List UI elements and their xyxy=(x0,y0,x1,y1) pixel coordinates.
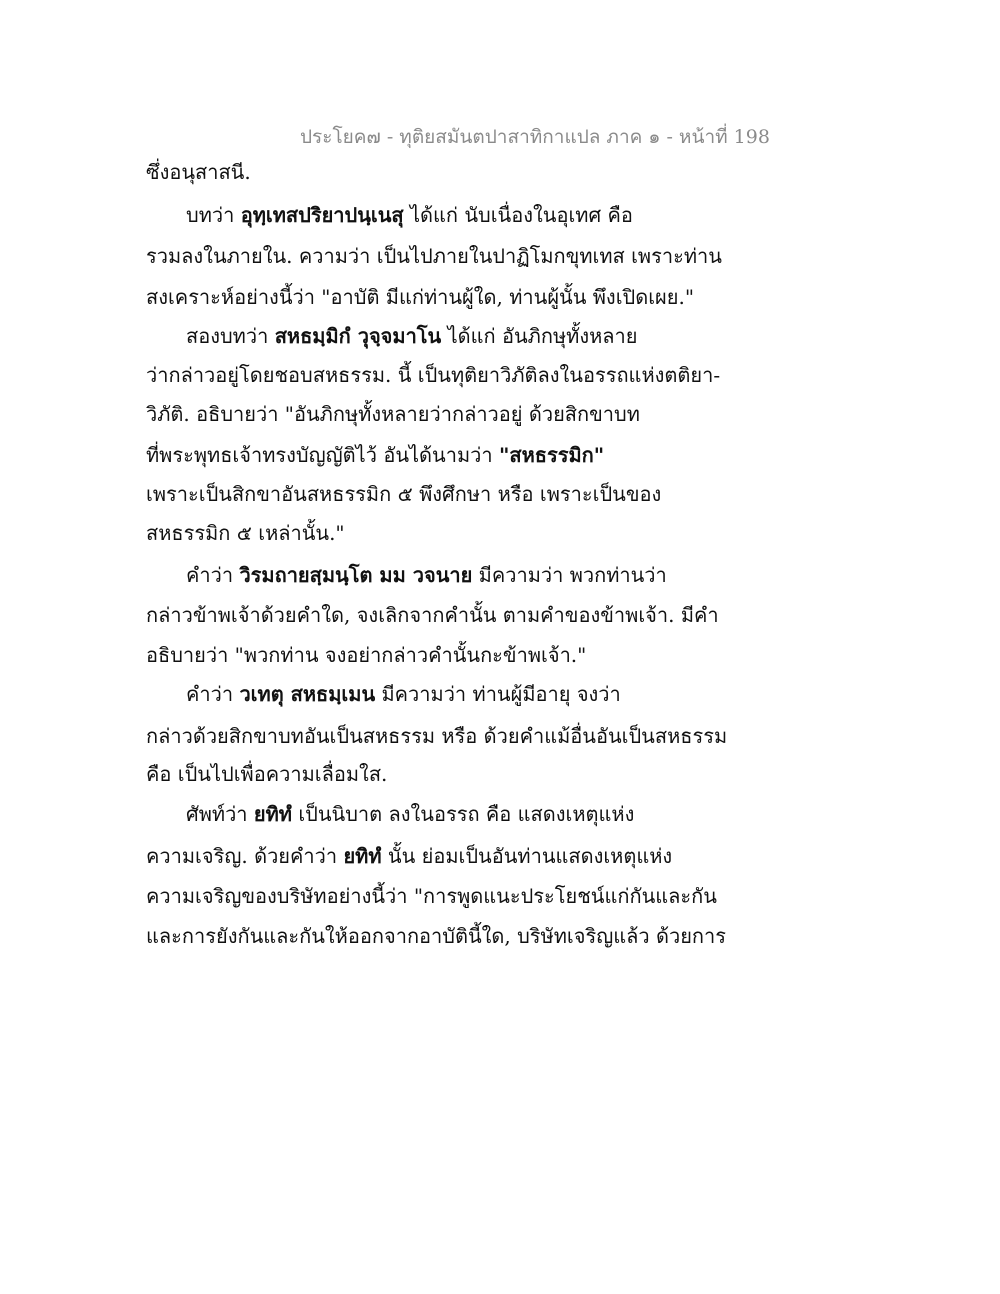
text-run: ได้แก่ นับเนื่องในอุเทศ คือ xyxy=(403,203,633,227)
pali-term: อุทฺเทสปริยาปนฺเนสุ xyxy=(240,203,404,227)
text-run: ศัพท์ว่า xyxy=(186,802,254,826)
text-line-19: ความเจริญของบริษัทอย่างนี้ว่า "การพูดแนะประโยชน์แก่กันและกัน xyxy=(146,884,717,908)
text-line-16: คือ เป็นไปเพื่อความเลื่อมใส. xyxy=(146,762,388,786)
text-run: บทว่า xyxy=(186,203,241,227)
text-line-13: อธิบายว่า "พวกท่าน จงอย่ากล่าวคำนั้นกะข้าพเจ้า." xyxy=(146,643,587,667)
pali-term: ยทิทํ xyxy=(253,802,292,826)
text-line-18 xyxy=(146,842,672,870)
pali-term: วเทตุ สหธมฺเมน xyxy=(239,682,376,706)
text-line-8 xyxy=(146,441,604,469)
text-run: มีความว่า พวกท่านว่า xyxy=(472,563,667,587)
text-line-12: กล่าวข้าพเจ้าด้วยคำใด, จงเลิกจากคำนั้น ตามคำของข้าพเจ้า. มีคำ xyxy=(146,603,719,627)
text-line-11 xyxy=(186,561,667,589)
text-line-4: สงเคราะห์อย่างนี้ว่า "อาบัติ มีแก่ท่านผู้ใด, ท่านผู้นั้น พึงเปิดเผย." xyxy=(146,285,695,309)
pali-term: สหธมฺมิกํ วุจฺจมาโน xyxy=(274,324,442,348)
text-line-20: และการยังกันและกันให้ออกจากอาบัตินี้ใด, บริษัทเจริญแล้ว ด้วยการ xyxy=(146,924,727,948)
text-line-5 xyxy=(186,322,638,350)
text-line-1: ซึ่งอนุสาสนี. xyxy=(146,160,251,184)
text-line-17 xyxy=(186,800,634,828)
pali-term: วิรมถายสฺมนฺโต มม วจนาย xyxy=(239,563,473,587)
text-run: คำว่า xyxy=(186,682,240,706)
text-run: สองบทว่า xyxy=(186,324,275,348)
text-run: นั้น ย่อมเป็นอันท่านแสดงเหตุแห่ง xyxy=(381,844,673,868)
text-line-15: กล่าวด้วยสิกขาบทอันเป็นสหธรรม หรือ ด้วยคำแม้อื่นอันเป็นสหธรรม xyxy=(146,724,728,748)
text-run: ได้แก่ อันภิกษุทั้งหลาย xyxy=(441,324,638,348)
pali-term: "สหธรรมิก" xyxy=(498,443,605,467)
text-run: คำว่า xyxy=(186,563,240,587)
text-line-9: เพราะเป็นสิกขาอันสหธรรมิก ๕ พึงศึกษา หรือ เพราะเป็นของ xyxy=(146,482,662,506)
pali-term: ยทิทํ xyxy=(343,844,382,868)
text-run: เป็นนิบาต ลงในอรรถ คือ แสดงเหตุแห่ง xyxy=(291,802,635,826)
text-line-14 xyxy=(186,680,621,708)
text-line-10: สหธรรมิก ๕ เหล่านั้น." xyxy=(146,521,345,545)
text-line-7: วิภัติ. อธิบายว่า "อันภิกษุทั้งหลายว่ากล่าวอยู่ ด้วยสิกขาบท xyxy=(146,402,640,426)
text-run: ความเจริญ. ด้วยคำว่า xyxy=(146,844,344,868)
text-run: ที่พระพุทธเจ้าทรงบัญญัติไว้ อันได้นามว่า xyxy=(146,443,499,467)
text-run: มีความว่า ท่านผู้มีอายุ จงว่า xyxy=(375,682,621,706)
text-line-2 xyxy=(186,201,633,229)
text-line-6: ว่ากล่าวอยู่โดยชอบสหธรรม. นี้ เป็นทุติยาวิภัติลงในอรรถแห่งตติยา- xyxy=(146,363,721,387)
text-line-3: รวมลงในภายใน. ความว่า เป็นไปภายในปาฏิโมกขุทเทส เพราะท่าน xyxy=(146,244,722,268)
page-header: ประโยค๗ - ทุติยสมันตปาสาทิกาแปล ภาค ๑ - หน้าที่ 198 xyxy=(300,126,770,148)
